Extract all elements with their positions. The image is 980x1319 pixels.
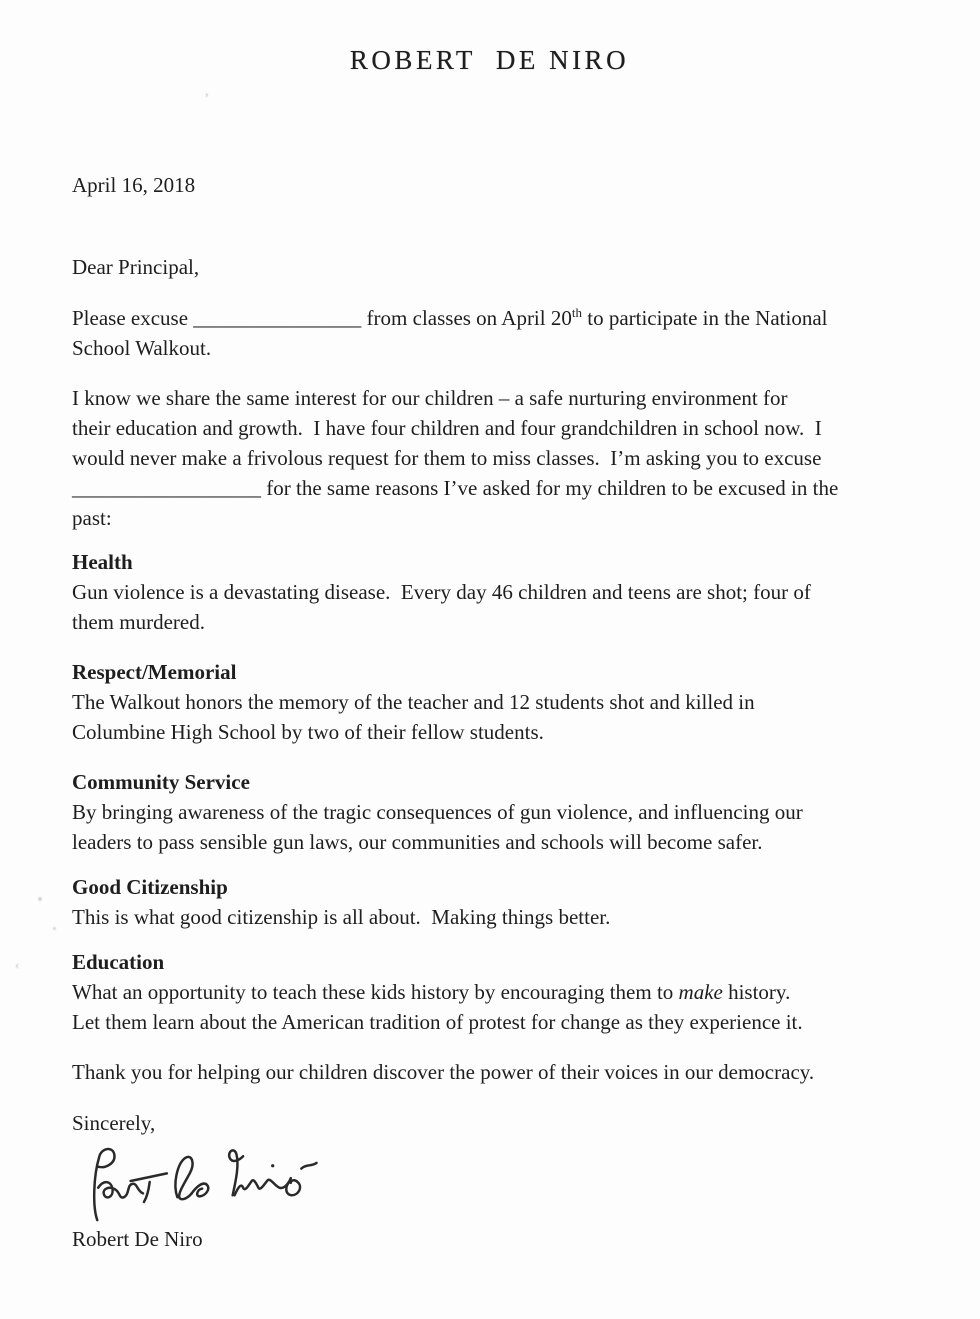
section-respect-memorial [72,657,907,747]
section-respect-heading: Respect/Memorial [72,660,237,684]
section-education [72,947,907,1037]
request-tail: to participate in the National [581,306,828,330]
ordinal-suffix: th [571,305,582,320]
education-line1-pre: What an opportunity to teach these kids history by encouraging them to [72,980,679,1004]
signature-stroke [144,1182,150,1202]
letter-date: April 16, 2018 [72,173,196,197]
section-good-citizenship [72,872,907,932]
section-education-line1 [72,977,907,1007]
handwritten-signature [74,1140,336,1222]
request-line1 [72,303,907,333]
signature-dot [271,1164,274,1167]
scan-speck: , [205,83,209,99]
reasons-intro-line4 [72,473,907,503]
salutation: Dear Principal, [72,255,200,279]
section-community-line1: By bringing awareness of the tragic consequences of gun violence, and influencing our [72,800,803,824]
request-lead: Please excuse [72,306,194,330]
education-line1-post: history. [722,980,791,1004]
reasons-intro-line3: would never make a frivolous request for them to miss classes. I’m asking you to excuse [72,446,822,470]
section-health-line2: them murdered. [72,610,205,634]
section-respect-line2: Columbine High School by two of their fellow students. [72,720,544,744]
closing-sentence: Thank you for helping our children discover the power of their voices in our democracy. [72,1060,815,1084]
section-good-citizenship-heading: Good Citizenship [72,875,228,899]
reasons-intro-line5: past: [72,506,112,530]
section-education-line2: Let them learn about the American tradition of protest for change as they experience it. [72,1010,803,1034]
student-name-blank: ________________ [193,306,362,330]
reasons-intro-line1: I know we share the same interest for our children – a safe nurturing environment for [72,386,788,410]
section-health [72,547,907,637]
signature-stroke [229,1150,243,1195]
section-health-line1: Gun violence is a devastating disease. Every day 46 children and teens are shot; four of [72,580,811,604]
section-community-service [72,767,907,857]
signature-stroke [301,1163,316,1169]
section-health-heading: Health [72,550,133,574]
request-paragraph [72,303,907,363]
section-good-citizenship-line1: This is what good citizenship is all about. Making things better. [72,905,611,929]
typed-signature-name: Robert De Niro [72,1227,203,1251]
student-name-blank-2: __________________ [72,476,261,500]
request-mid: from classes on April 20 [361,306,572,330]
signature-stroke [98,1182,143,1197]
section-respect-line1: The Walkout honors the memory of the teacher and 12 students shot and killed in [72,690,755,714]
signature-stroke [131,1173,167,1181]
signature-stroke [286,1180,300,1195]
signature-stroke [235,1178,291,1195]
signature-stroke [192,1184,209,1197]
reasons-intro-paragraph [72,383,907,533]
reasons-intro-line4-rest: for the same reasons I’ve asked for my children to be excused in the [261,476,839,500]
section-education-heading: Education [72,950,165,974]
section-community-line2: leaders to pass sensible gun laws, our communities and schools will become safer. [72,830,763,854]
signoff-word: Sincerely, [72,1111,156,1135]
signature-stroke [175,1157,192,1199]
scan-speck: ‹ [15,957,20,972]
request-line2: School Walkout. [72,336,212,360]
section-community-heading: Community Service [72,770,250,794]
letterhead-name: ROBERT DE NIRO [349,45,630,75]
reasons-intro-line2: their education and growth. I have four children and four grandchildren in school now. I [72,416,822,440]
education-line1-italic-word: make [678,980,723,1004]
